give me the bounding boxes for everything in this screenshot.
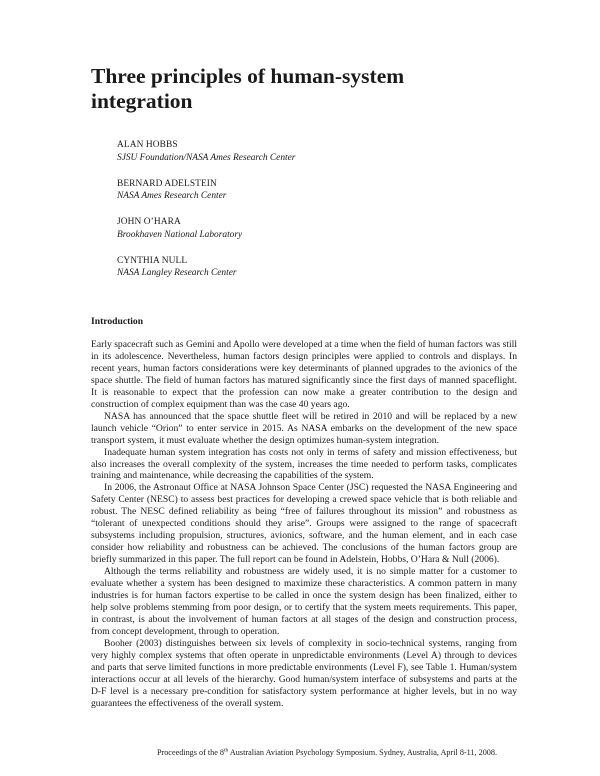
author-affiliation: SJSU Foundation/NASA Ames Research Center — [117, 152, 296, 163]
author-affiliation: NASA Ames Research Center — [117, 191, 227, 201]
paragraph: In 2006, the Astronaut Office at NASA Johnson Space Center (JSC) requested the NASA Engineering and Safety Center (NESC) to assess best practices for developing a crewed space vehicle that is both reliable and robust. The NESC defined reliability as being “free of failures throughout its mission” and robustness as “tolerant of unexpected conditions should they arise”. Groups were assigned to the range of spacecraft subsystems including propulsion, structures, avionics, software, and the human element, and in each case consider how reliability and robustness can be achieved. The conclusions of the human factors group are briefly summarized in this paper. The full report can be found in Adelstein, Hobbs, O’Hara & Null (2006). — [91, 482, 517, 566]
author-affiliation: NASA Langley Research Center — [117, 268, 237, 278]
footer-text-end: Australian Aviation Psychology Symposium. Sydney, Australia, April 8-11, 2008. — [228, 748, 498, 757]
author-name: ALAN HOBBS — [117, 140, 178, 150]
author-block — [117, 139, 497, 164]
paragraph: NASA has announced that the space shuttle fleet will be retired in 2010 and will be replaced by a new launch vehicle “Orion” to enter service in 2015. As NASA embarks on the development of the new space transport system, it must evaluate whether the design optimizes human-system integration. — [91, 410, 517, 446]
paragraph: Booher (2003) distinguishes between six levels of complexity in socio-technical systems, ranging from very highly complex systems that often operate in unpredictable environments (Level A) through to devices and parts that serve limited functions in more predictable environments (Level F), see Table 1. Human/system interactions occur at all levels of the hierarchy. Good human/system interface of subsystems and parts at the D-F level is a necessary pre-condition for satisfactory system performance at higher levels, but in no way guarantees the effectiveness of the overall system. — [91, 637, 517, 709]
paper-title: Three principles of human-system integration — [91, 64, 405, 113]
page-footer — [0, 748, 600, 757]
body-text — [91, 339, 517, 710]
footer-text-start: Proceedings of the 8 — [156, 748, 225, 757]
author-block — [117, 216, 497, 241]
author-name: JOHN O’HARA — [117, 217, 181, 227]
paragraph: Early spacecraft such as Gemini and Apollo were developed at a time when the field of human factors was still in its adolescence. Nevertheless, human factors design principles were applied to controls and displays. In recent years, human factors considerations were key determinants of planned upgrades to the avionics of the space shuttle. The field of human factors has matured significantly since the first days of manned spaceflight. It is reasonable to expect that the profession can now make a greater contribution to the design and construction of complex equipment than was the case 40 years ago. — [91, 339, 517, 410]
author-name: CYNTHIA NULL — [117, 255, 188, 266]
footer-superscript: th — [224, 747, 229, 754]
author-affiliation: Brookhaven National Laboratory — [117, 229, 243, 240]
author-block — [117, 178, 497, 203]
paragraph: Although the terms reliability and robustness are widely used, it is no simple matter for a customer to evaluate whether a system has been designed to maximize these characteristics. A common pattern in many industries is for human factors expertise to be called in once the system design has been finalized, either to help solve problems stemming from poor design, or to certify that the system meets requirements. This paper, in contrast, is about the involvement of human factors at all stages of the design and construction process, from concept development, through to operation. — [91, 566, 517, 637]
author-list — [117, 139, 497, 293]
paragraph: Inadequate human system integration has costs not only in terms of safety and mission effectiveness, but also increases the overall complexity of the system, increases the time needed to perform tasks, complicates training and maintenance, while decreasing the capabilities of the system. — [91, 446, 517, 482]
author-block — [117, 255, 497, 280]
author-name: BERNARD ADELSTEIN — [117, 178, 217, 189]
section-heading: Introduction — [91, 316, 144, 327]
